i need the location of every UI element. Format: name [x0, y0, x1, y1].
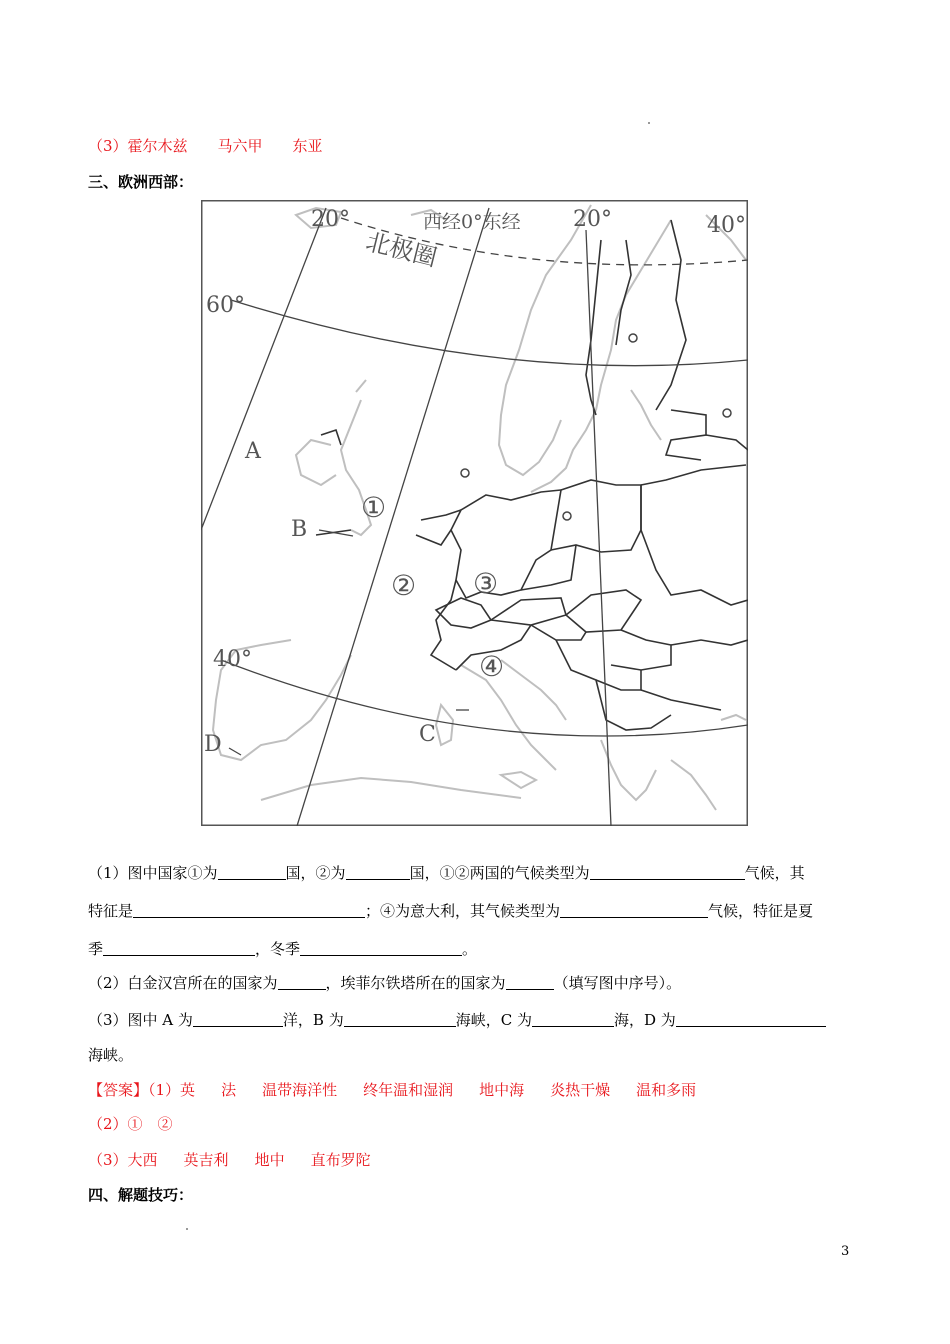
answer-item: 直布罗陀 — [310, 1151, 371, 1169]
lon-20w-label: 20° — [311, 207, 350, 232]
q3-text-c: 海峡，C 为 — [455, 1011, 532, 1029]
answer-blank — [590, 864, 745, 880]
answer-line-1 — [88, 1080, 696, 1100]
answer-line-2: （2）① ② — [88, 1115, 173, 1133]
prime-meridian-label: 西经0°东经 — [423, 211, 521, 233]
answer-blank — [506, 974, 554, 990]
label-c: C — [419, 722, 436, 747]
answer-blank — [676, 1011, 826, 1027]
section-title-tips: 四、解题技巧： — [88, 1186, 194, 1204]
answer-blank — [344, 1011, 456, 1027]
answer-item: 温和多雨 — [636, 1081, 697, 1099]
label-a: A — [245, 439, 261, 464]
country-number-2: ② — [391, 569, 417, 602]
lon-20e-label: 20° — [573, 207, 612, 232]
answer-item: 炎热干燥 — [550, 1081, 611, 1099]
answer-item: （1）英 — [148, 1081, 196, 1099]
lon-40e-label: 40° — [707, 213, 746, 238]
q3-text-d: 海，D 为 — [613, 1011, 676, 1029]
question-3-line-1 — [88, 1010, 826, 1030]
arctic-circle-label: 北极圈 — [363, 227, 440, 273]
western-europe-map — [201, 200, 748, 826]
answer-item: 终年温和湿润 — [363, 1081, 454, 1099]
answer-item: （3）大西 — [88, 1151, 158, 1169]
q1-text-a: （1）图中国家①为 — [88, 864, 218, 882]
answer-item: 地中 — [254, 1151, 285, 1169]
q3-text-b: 洋，B 为 — [282, 1011, 344, 1029]
q1-text-g: 气候，特征是夏 — [708, 902, 814, 920]
q1-text-f: ；④为意大利，其气候类型为 — [365, 902, 561, 920]
previous-answer-line: （3）霍尔木兹 马六甲 东亚 — [88, 137, 323, 155]
q1-text-d: 气候，其 — [744, 864, 805, 882]
answer-blank — [103, 940, 255, 956]
answer-blank — [218, 864, 286, 880]
q1-text-b: 国，②为 — [285, 864, 346, 882]
answer-blank — [133, 902, 365, 918]
answer-item: 英吉利 — [183, 1151, 229, 1169]
question-1-line-2 — [88, 901, 813, 921]
speck — [186, 1228, 188, 1230]
q1-text-h: 季 — [88, 940, 104, 958]
question-3-line-2: 海峡。 — [88, 1046, 134, 1064]
q3-text-a: （3）图中 A 为 — [88, 1011, 193, 1029]
q1-text-i: ，冬季 — [255, 940, 301, 958]
country-number-1: ① — [361, 491, 387, 524]
q1-text-c: 国，①②两国的气候类型为 — [409, 864, 590, 882]
q2-text-c: （填写图中序号）。 — [553, 974, 682, 992]
answer-line-3 — [88, 1150, 371, 1170]
q1-text-e: 特征是 — [88, 902, 134, 920]
answer-blank — [532, 1011, 614, 1027]
answer-label: 【答案】 — [88, 1081, 149, 1099]
question-1-line-1 — [88, 863, 805, 883]
answer-blank — [278, 974, 326, 990]
speck — [648, 122, 650, 124]
q1-text-j: 。 — [462, 940, 478, 958]
q2-text-b: ，埃菲尔铁塔所在的国家为 — [325, 974, 506, 992]
country-number-3: ③ — [473, 567, 499, 600]
country-number-4: ④ — [479, 650, 505, 683]
answer-item: 地中海 — [479, 1081, 525, 1099]
answer-blank — [560, 902, 708, 918]
answer-item: 温带海洋性 — [262, 1081, 338, 1099]
question-1-line-3 — [88, 939, 477, 959]
answer-item: 法 — [221, 1081, 237, 1099]
answer-blank — [300, 940, 462, 956]
label-d: D — [204, 732, 222, 757]
q2-text-a: （2）白金汉宫所在的国家为 — [88, 974, 278, 992]
page-number: 3 — [841, 1244, 850, 1259]
label-b: B — [291, 517, 308, 542]
section-title-western-europe: 三、欧洲西部： — [88, 173, 194, 191]
question-2-line — [88, 973, 681, 993]
lat-60-label: 60° — [206, 293, 245, 318]
answer-blank — [346, 864, 410, 880]
answer-blank — [193, 1011, 283, 1027]
lat-40-label: 40° — [213, 647, 252, 672]
